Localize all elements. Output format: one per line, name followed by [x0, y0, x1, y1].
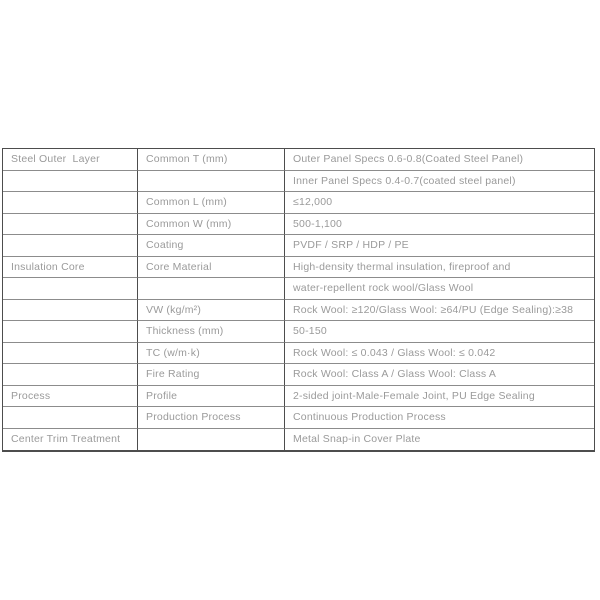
cell-parameter: Core Material [138, 257, 285, 279]
cell-category [3, 214, 138, 236]
cell-value: Continuous Production Process [285, 407, 594, 429]
cell-value: Inner Panel Specs 0.4-0.7(coated steel panel) [285, 171, 594, 193]
cell-category [3, 321, 138, 343]
cell-category [3, 171, 138, 193]
cell-value: Rock Wool: ≤ 0.043 / Glass Wool: ≤ 0.042 [285, 343, 594, 365]
cell-parameter [138, 171, 285, 193]
cell-value: 2-sided joint-Male-Female Joint, PU Edge Sealing [285, 386, 594, 408]
cell-value: water-repellent rock wool/Glass Wool [285, 278, 594, 300]
cell-value: Outer Panel Specs 0.6-0.8(Coated Steel Panel) [285, 149, 594, 171]
cell-category [3, 364, 138, 386]
cell-category: Process [3, 386, 138, 408]
cell-parameter [138, 278, 285, 300]
cell-category [3, 300, 138, 322]
cell-category [3, 192, 138, 214]
cell-parameter: Coating [138, 235, 285, 257]
cell-parameter: Profile [138, 386, 285, 408]
cell-parameter: Common W (mm) [138, 214, 285, 236]
cell-category [3, 407, 138, 429]
cell-value: 50-150 [285, 321, 594, 343]
cell-value: Rock Wool: Class A / Glass Wool: Class A [285, 364, 594, 386]
cell-value: 500-1,100 [285, 214, 594, 236]
cell-value: Rock Wool: ≥120/Glass Wool: ≥64/PU (Edge Sealing):≥38 [285, 300, 594, 322]
cell-value: PVDF / SRP / HDP / PE [285, 235, 594, 257]
cell-category: Steel Outer Layer [3, 149, 138, 171]
cell-parameter: Common T (mm) [138, 149, 285, 171]
cell-category [3, 343, 138, 365]
cell-parameter: Common L (mm) [138, 192, 285, 214]
cell-parameter: TC (w/m·k) [138, 343, 285, 365]
cell-parameter: Fire Rating [138, 364, 285, 386]
cell-category: Insulation Core [3, 257, 138, 279]
cell-value: Metal Snap-in Cover Plate [293, 433, 421, 446]
cell-category [3, 278, 138, 300]
cell-parameter: VW (kg/m²) [138, 300, 285, 322]
cell-value: High-density thermal insulation, fireproof and [285, 257, 594, 279]
cell-parameter: Thickness (mm) [138, 321, 285, 343]
cell-category: Center Trim Treatment [3, 429, 138, 451]
cell-value: ≤12,000 [285, 192, 594, 214]
cell-parameter: Production Process [138, 407, 285, 429]
specification-table [2, 148, 595, 452]
cell-category [3, 235, 138, 257]
cell-parameter [138, 429, 285, 451]
